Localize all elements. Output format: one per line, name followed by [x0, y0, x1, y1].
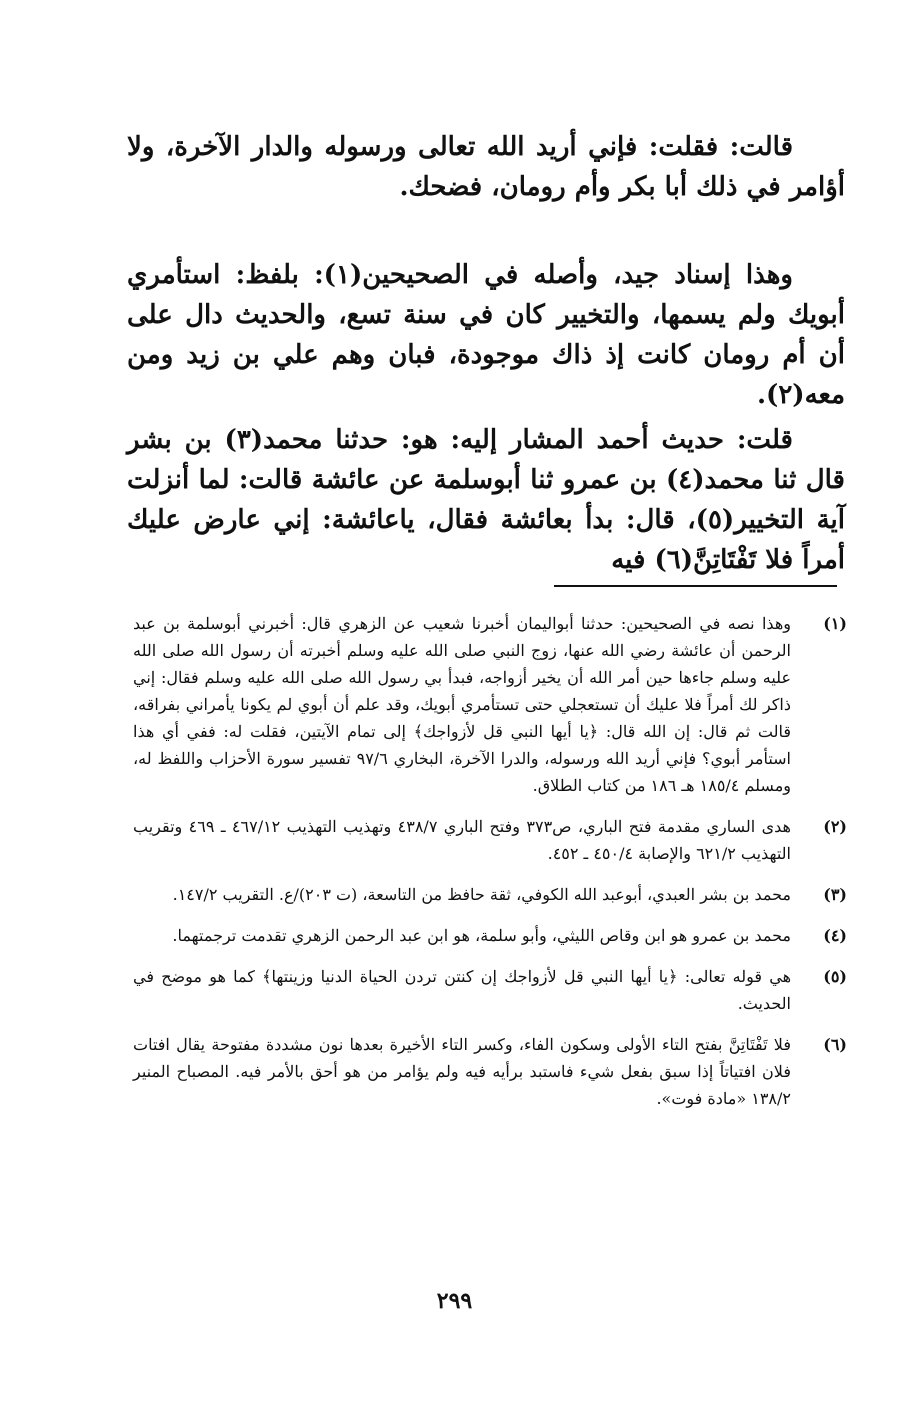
footnote-item: [133, 1031, 847, 1112]
footnote-number: (٢): [823, 817, 847, 836]
footnote-number: (١): [823, 614, 847, 633]
body-paragraph-1: [127, 127, 845, 207]
paragraph-text: قالت: فقلت: فإني أريد الله تعالى ورسوله والدار الآخرة، ولا أؤامر في ذلك أبا بكر وأم رومان، فضحك.: [127, 132, 845, 202]
footnote-number: (٥): [823, 967, 847, 986]
footnote-item: [133, 610, 847, 799]
footnote-text: هي قوله تعالى: ﴿يا أيها النبي قل لأزواجك إن كنتن تردن الحياة الدنيا وزينتها﴾ كما هو موضح في الحديث.: [133, 967, 792, 1013]
footnote-text: محمد بن عمرو هو ابن وقاص الليثي، وأبو سلمة، هو ابن عبد الرحمن الزهري تقدمت ترجمتهما.: [172, 926, 791, 945]
footnotes: [133, 610, 847, 1126]
footnote-text: محمد بن بشر العبدي، أبوعبد الله الكوفي، ثقة حافظ من التاسعة، (ت ٢٠٣)/ع. التقريب ١٤٧/٢.: [172, 885, 791, 904]
body-paragraph-3: [127, 420, 845, 580]
paragraph-text: وهذا إسناد جيد، وأصله في الصحيحين(١): بلفظ: استأمري أبويك ولم يسمها، والتخيير كان في سنة تسع، والحديث دال على أن أم رومان كانت إذ ذاك موجودة، فبان وهم علي بن زيد ومن معه(٢).: [127, 260, 845, 410]
footnote-text: هدى الساري مقدمة فتح الباري، ص٣٧٣ وفتح الباري ٤٣٨/٧ وتهذيب التهذيب ٤٦٧/١٢ ـ ٤٦٩ وتقريب التهذيب ٦٢١/٢ والإصابة ٤٥٠/٤ ـ ٤٥٢.: [133, 817, 791, 863]
footnote-item: [133, 813, 847, 867]
footnote-number: (٤): [823, 926, 847, 945]
paragraph-text: قلت: حديث أحمد المشار إليه: هو: حدثنا محمد(٣) بن بشر قال ثنا محمد(٤) بن عمرو ثنا أبوسلمة عن عائشة قالت: لما أنزلت آية التخيير(٥)، قال: بدأ بعائشة فقال، ياعائشة: إني عارض عليك أمراً فلا تَفْتَاتِنَّ(٦) فيه: [127, 425, 845, 575]
footnote-item: [133, 881, 847, 908]
footnote-number: (٣): [823, 885, 847, 904]
footnote-divider: [554, 585, 837, 587]
body-paragraph-2: [127, 255, 845, 415]
footnote-number: (٦): [823, 1035, 847, 1054]
footnote-item: [133, 922, 847, 949]
page-number: ٢٩٩: [436, 1288, 473, 1314]
footnote-text: وهذا نصه في الصحيحين: حدثنا أبواليمان أخبرنا شعيب عن الزهري قال: أخبرني أبوسلمة بن عبد الرحمن أن عائشة رضي الله عنها، زوج النبي صلى الله عليه وسلم أخبرته أن رسول الله صلى الله عليه وسلم جاءها حين أمر الله أن يخير أزواجه، فبدأ بي رسول الله صلى الله عليه وسلم فقال: إني ذاكر لك أمراً فلا عليك أن تستعجلي حتى تستأمري أبويك، وقد علم أن أبوي لم يكونا يأمراني بفراقه، قالت ثم قال: إن الله قال: ﴿يا أيها النبي قل لأزواجك﴾ إلى تمام الآيتين، فقلت له: ففي أي هذا استأمر أبوي؟ فإني أريد الله ورسوله، والدرا الآخرة، البخاري ٩٧/٦ تفسير سورة الأحزاب واللفظ له، ومسلم ١٨٥/٤ هـ ١٨٦ من كتاب الطلاق.: [133, 614, 792, 795]
footnote-item: [133, 963, 847, 1017]
footnote-text: فلا تَفْتَاتِنَّ بفتح التاء الأولى وسكون الفاء، وكسر التاء الأخيرة بعدها نون مشددة مفتوحة يقال افتات فلان افتياتاً إذا سبق بفعل شيء فاستبد برأيه فيه ولم يؤامر من هو أحق بالأمر فيه. المصباح المنير ١٣٨/٢ «مادة فوت».: [133, 1035, 791, 1108]
